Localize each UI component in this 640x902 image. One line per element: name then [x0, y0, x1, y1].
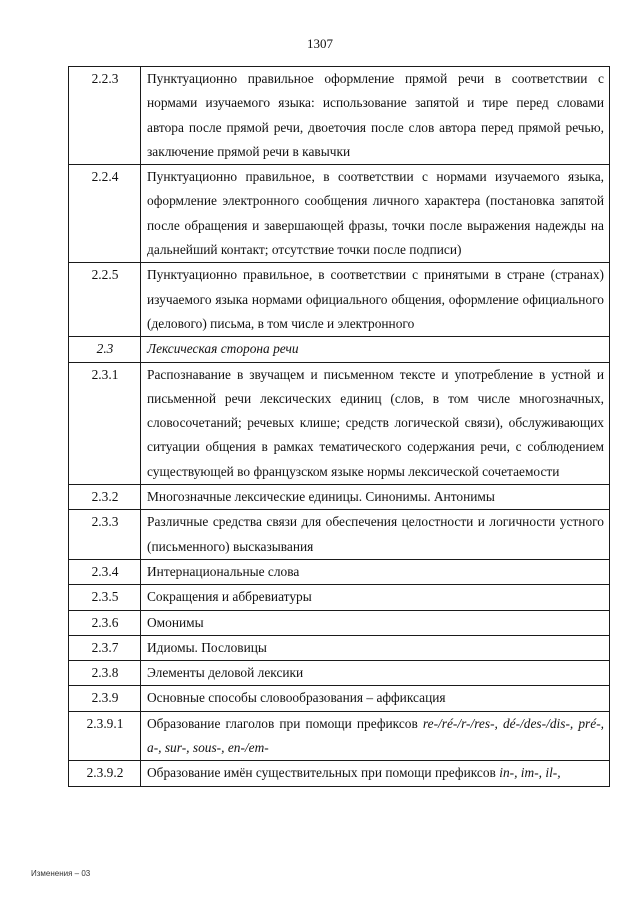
- table-row: [69, 711, 610, 761]
- row-text-plain: Образование глаголов при помощи префиксов: [147, 715, 423, 731]
- row-number: 2.3.4: [69, 559, 141, 584]
- requirements-table: [68, 66, 610, 787]
- row-number: 2.3.5: [69, 585, 141, 610]
- row-text: Распознавание в звучащем и письменном тексте и употребление в устной и письменной речи лексических единиц (слов, в том числе многозначных, словосочетаний; речевых клише; средств логической связи), обслуживающих ситуации общения в рамках тематического содержания речи, с соблюдением существующей во французском языке нормы лексической сочетаемости: [141, 362, 610, 484]
- table-row: [69, 686, 610, 711]
- table-row: [69, 263, 610, 337]
- row-number: 2.3.2: [69, 485, 141, 510]
- row-text: Интернациональные слова: [141, 559, 610, 584]
- section-title: Лексическая сторона речи: [141, 337, 610, 362]
- table-row: [69, 67, 610, 165]
- row-text: [141, 761, 610, 786]
- row-text: Различные средства связи для обеспечения целостности и логичности устного (письменного) высказывания: [141, 510, 610, 560]
- table-row: [69, 635, 610, 660]
- row-number: 2.3.9.1: [69, 711, 141, 761]
- table-row: [69, 559, 610, 584]
- row-number: 2.3.3: [69, 510, 141, 560]
- row-number: 2.3.6: [69, 610, 141, 635]
- row-text: Пунктуационно правильное оформление прямой речи в соответствии с нормами изучаемого языка: использование запятой и тире перед словами автора после прямой речи, двоеточия после слов автора перед прямой речью, заключение прямой речи в кавычки: [141, 67, 610, 165]
- section-number: 2.3: [69, 337, 141, 362]
- row-number: 2.2.4: [69, 165, 141, 263]
- row-text: Пунктуационно правильное, в соответствии с принятыми в стране (странах) изучаемого языка нормами официального общения, оформление официального (делового) письма, в том числе и электронного: [141, 263, 610, 337]
- table-row: [69, 362, 610, 484]
- row-number: 2.3.8: [69, 661, 141, 686]
- table-row: [69, 610, 610, 635]
- row-number: 2.2.3: [69, 67, 141, 165]
- row-number: 2.3.7: [69, 635, 141, 660]
- row-text: Многозначные лексические единицы. Синонимы. Антонимы: [141, 485, 610, 510]
- table-row: [69, 485, 610, 510]
- prefix-list: re-/ré-/r-/res-, dé-/des-/dis-, pré-, a-, sur-, sous-, en-/em-: [147, 715, 604, 756]
- row-text-plain: Образование имён существительных при помощи префиксов: [147, 765, 500, 781]
- table-row: [69, 585, 610, 610]
- table-row: [69, 165, 610, 263]
- row-text: Основные способы словообразования – аффиксация: [141, 686, 610, 711]
- prefix-list: in-, im-, il-,: [499, 765, 561, 781]
- revision-footer: Изменения – 03: [31, 869, 91, 878]
- row-text: [141, 711, 610, 761]
- table-row: [69, 661, 610, 686]
- row-text: Пунктуационно правильное, в соответствии с нормами изучаемого языка, оформление электронного сообщения личного характера (постановка запятой после обращения и завершающей фразы, точки после выражения надежды на дальнейший контакт; отсутствие точки после подписи): [141, 165, 610, 263]
- table-row: [69, 510, 610, 560]
- page-number: 1307: [307, 36, 333, 51]
- row-text: Омонимы: [141, 610, 610, 635]
- row-number: 2.3.9: [69, 686, 141, 711]
- row-text: Сокращения и аббревиатуры: [141, 585, 610, 610]
- section-heading-row: [69, 337, 610, 362]
- row-text: Идиомы. Пословицы: [141, 635, 610, 660]
- row-number: 2.3.1: [69, 362, 141, 484]
- row-number: 2.2.5: [69, 263, 141, 337]
- row-text: Элементы деловой лексики: [141, 661, 610, 686]
- table-row: [69, 761, 610, 786]
- row-number: 2.3.9.2: [69, 761, 141, 786]
